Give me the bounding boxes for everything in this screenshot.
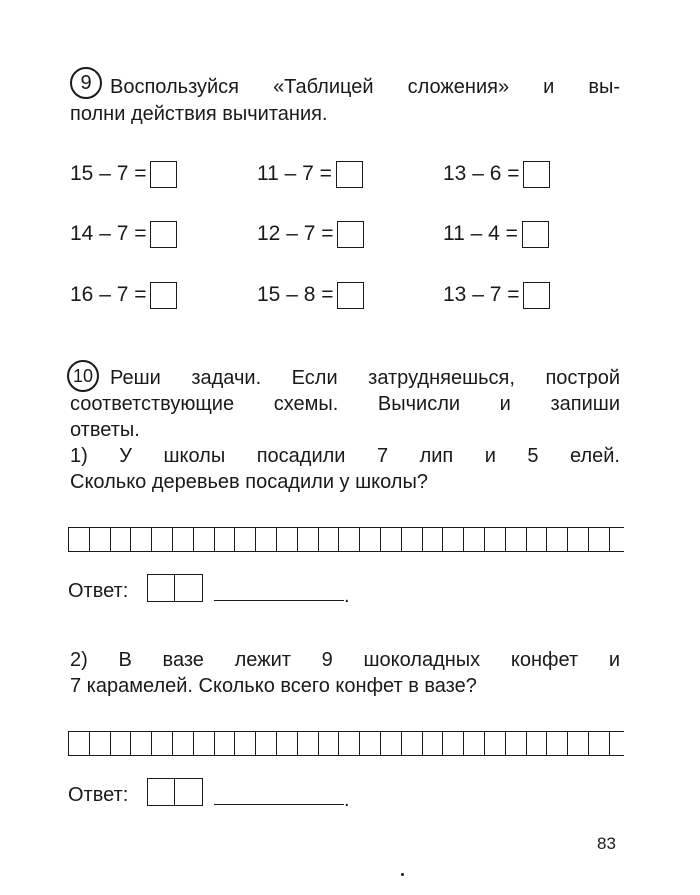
answer-box[interactable] bbox=[150, 221, 177, 248]
answer-box[interactable] bbox=[150, 161, 177, 188]
grid-cell[interactable] bbox=[485, 732, 506, 755]
expression-row3-col3 bbox=[443, 281, 550, 309]
task-number-10: 10 bbox=[67, 360, 99, 392]
expression-row3-col1 bbox=[70, 281, 177, 309]
expression-text: 15 – 8 = bbox=[257, 283, 334, 306]
grid-cell[interactable] bbox=[194, 732, 215, 755]
grid-cell[interactable] bbox=[464, 528, 485, 551]
task-number-9: 9 bbox=[70, 67, 102, 99]
expression-text: 13 – 7 = bbox=[443, 283, 520, 306]
grid-cell[interactable] bbox=[339, 732, 360, 755]
expression-text: 11 – 4 = bbox=[443, 222, 518, 245]
solution-grid-1[interactable] bbox=[68, 527, 624, 552]
answer-box[interactable] bbox=[522, 221, 549, 248]
grid-cell[interactable] bbox=[173, 528, 194, 551]
solution-grid-2[interactable] bbox=[68, 731, 624, 756]
answer-label-1: Ответ: bbox=[68, 580, 129, 602]
grid-cell[interactable] bbox=[527, 732, 548, 755]
expression-text: 11 – 7 = bbox=[257, 162, 332, 185]
grid-cell[interactable] bbox=[485, 528, 506, 551]
task10-instruction-line2: соответствующие схемы. Вычисли и запиши bbox=[70, 393, 620, 415]
grid-cell[interactable] bbox=[256, 528, 277, 551]
grid-cell[interactable] bbox=[69, 732, 90, 755]
grid-cell[interactable] bbox=[194, 528, 215, 551]
grid-cell[interactable] bbox=[111, 732, 132, 755]
answer-box[interactable] bbox=[336, 161, 363, 188]
answer-cell[interactable] bbox=[147, 574, 175, 602]
grid-cell[interactable] bbox=[173, 732, 194, 755]
answer-box[interactable] bbox=[337, 221, 364, 248]
grid-cell[interactable] bbox=[568, 528, 589, 551]
grid-cell[interactable] bbox=[235, 732, 256, 755]
answer-period-1: . bbox=[344, 585, 350, 607]
problem2-line1: 2) В вазе лежит 9 шоколадных конфет и bbox=[70, 649, 620, 671]
answer-period-2: . bbox=[344, 789, 350, 811]
answer-box[interactable] bbox=[337, 282, 364, 309]
grid-cell[interactable] bbox=[589, 528, 610, 551]
grid-cell[interactable] bbox=[443, 528, 464, 551]
answer-cell[interactable] bbox=[175, 574, 203, 602]
grid-cell[interactable] bbox=[589, 732, 610, 755]
answer-unit-line-2[interactable] bbox=[214, 804, 344, 805]
grid-cell[interactable] bbox=[402, 528, 423, 551]
grid-cell[interactable] bbox=[423, 732, 444, 755]
grid-cell[interactable] bbox=[381, 732, 402, 755]
expression-text: 14 – 7 = bbox=[70, 222, 147, 245]
grid-cell[interactable] bbox=[339, 528, 360, 551]
grid-cell[interactable] bbox=[298, 732, 319, 755]
expression-row1-col2 bbox=[257, 160, 363, 188]
problem2-line2: 7 карамелей. Сколько всего конфет в вазе? bbox=[70, 675, 477, 697]
answer-cell[interactable] bbox=[175, 778, 203, 806]
grid-cell[interactable] bbox=[568, 732, 589, 755]
task10-instruction-line3: ответы. bbox=[70, 419, 140, 441]
expression-text: 12 – 7 = bbox=[257, 222, 334, 245]
grid-cell[interactable] bbox=[215, 528, 236, 551]
grid-cell[interactable] bbox=[277, 732, 298, 755]
print-speck bbox=[401, 873, 404, 876]
expression-row3-col2 bbox=[257, 281, 364, 309]
grid-cell[interactable] bbox=[256, 732, 277, 755]
grid-cell[interactable] bbox=[131, 732, 152, 755]
task9-instruction-line1: Воспользуйся «Таблицей сложения» и вы- bbox=[110, 76, 620, 98]
answer-cells-2[interactable] bbox=[147, 778, 203, 806]
answer-box[interactable] bbox=[523, 282, 550, 309]
grid-cell[interactable] bbox=[298, 528, 319, 551]
expression-row2-col2 bbox=[257, 220, 364, 248]
grid-cell[interactable] bbox=[527, 528, 548, 551]
grid-cell[interactable] bbox=[90, 528, 111, 551]
grid-cell[interactable] bbox=[360, 732, 381, 755]
grid-cell[interactable] bbox=[319, 528, 340, 551]
expression-row1-col3 bbox=[443, 160, 550, 188]
grid-cell[interactable] bbox=[360, 528, 381, 551]
grid-cell[interactable] bbox=[506, 732, 527, 755]
page-number: 83 bbox=[597, 834, 616, 853]
grid-cell[interactable] bbox=[319, 732, 340, 755]
grid-cell[interactable] bbox=[131, 528, 152, 551]
answer-cells-1[interactable] bbox=[147, 574, 203, 602]
answer-box[interactable] bbox=[523, 161, 550, 188]
expression-row1-col1 bbox=[70, 160, 177, 188]
grid-cell[interactable] bbox=[381, 528, 402, 551]
grid-cell[interactable] bbox=[464, 732, 485, 755]
problem1-line1: 1) У школы посадили 7 лип и 5 елей. bbox=[70, 445, 620, 467]
grid-cell[interactable] bbox=[423, 528, 444, 551]
expression-row2-col1 bbox=[70, 220, 177, 248]
grid-cell[interactable] bbox=[152, 528, 173, 551]
grid-cell[interactable] bbox=[152, 732, 173, 755]
grid-cell[interactable] bbox=[111, 528, 132, 551]
problem1-line2: Сколько деревьев посадили у школы? bbox=[70, 471, 428, 493]
answer-cell[interactable] bbox=[147, 778, 175, 806]
answer-unit-line-1[interactable] bbox=[214, 600, 344, 601]
answer-box[interactable] bbox=[150, 282, 177, 309]
grid-cell[interactable] bbox=[235, 528, 256, 551]
grid-cell[interactable] bbox=[547, 528, 568, 551]
grid-cell[interactable] bbox=[547, 732, 568, 755]
task9-instruction-line2: полни действия вычитания. bbox=[70, 103, 328, 125]
grid-cell[interactable] bbox=[402, 732, 423, 755]
grid-cell[interactable] bbox=[443, 732, 464, 755]
expression-text: 16 – 7 = bbox=[70, 283, 147, 306]
expression-row2-col3 bbox=[443, 220, 549, 248]
grid-cell[interactable] bbox=[277, 528, 298, 551]
grid-cell[interactable] bbox=[215, 732, 236, 755]
expression-text: 15 – 7 = bbox=[70, 162, 147, 185]
grid-cell[interactable] bbox=[506, 528, 527, 551]
expression-text: 13 – 6 = bbox=[443, 162, 520, 185]
answer-label-2: Ответ: bbox=[68, 784, 129, 806]
grid-cell[interactable] bbox=[90, 732, 111, 755]
grid-cell[interactable] bbox=[69, 528, 90, 551]
task10-instruction-line1: Реши задачи. Если затрудняешься, построй bbox=[110, 367, 620, 389]
